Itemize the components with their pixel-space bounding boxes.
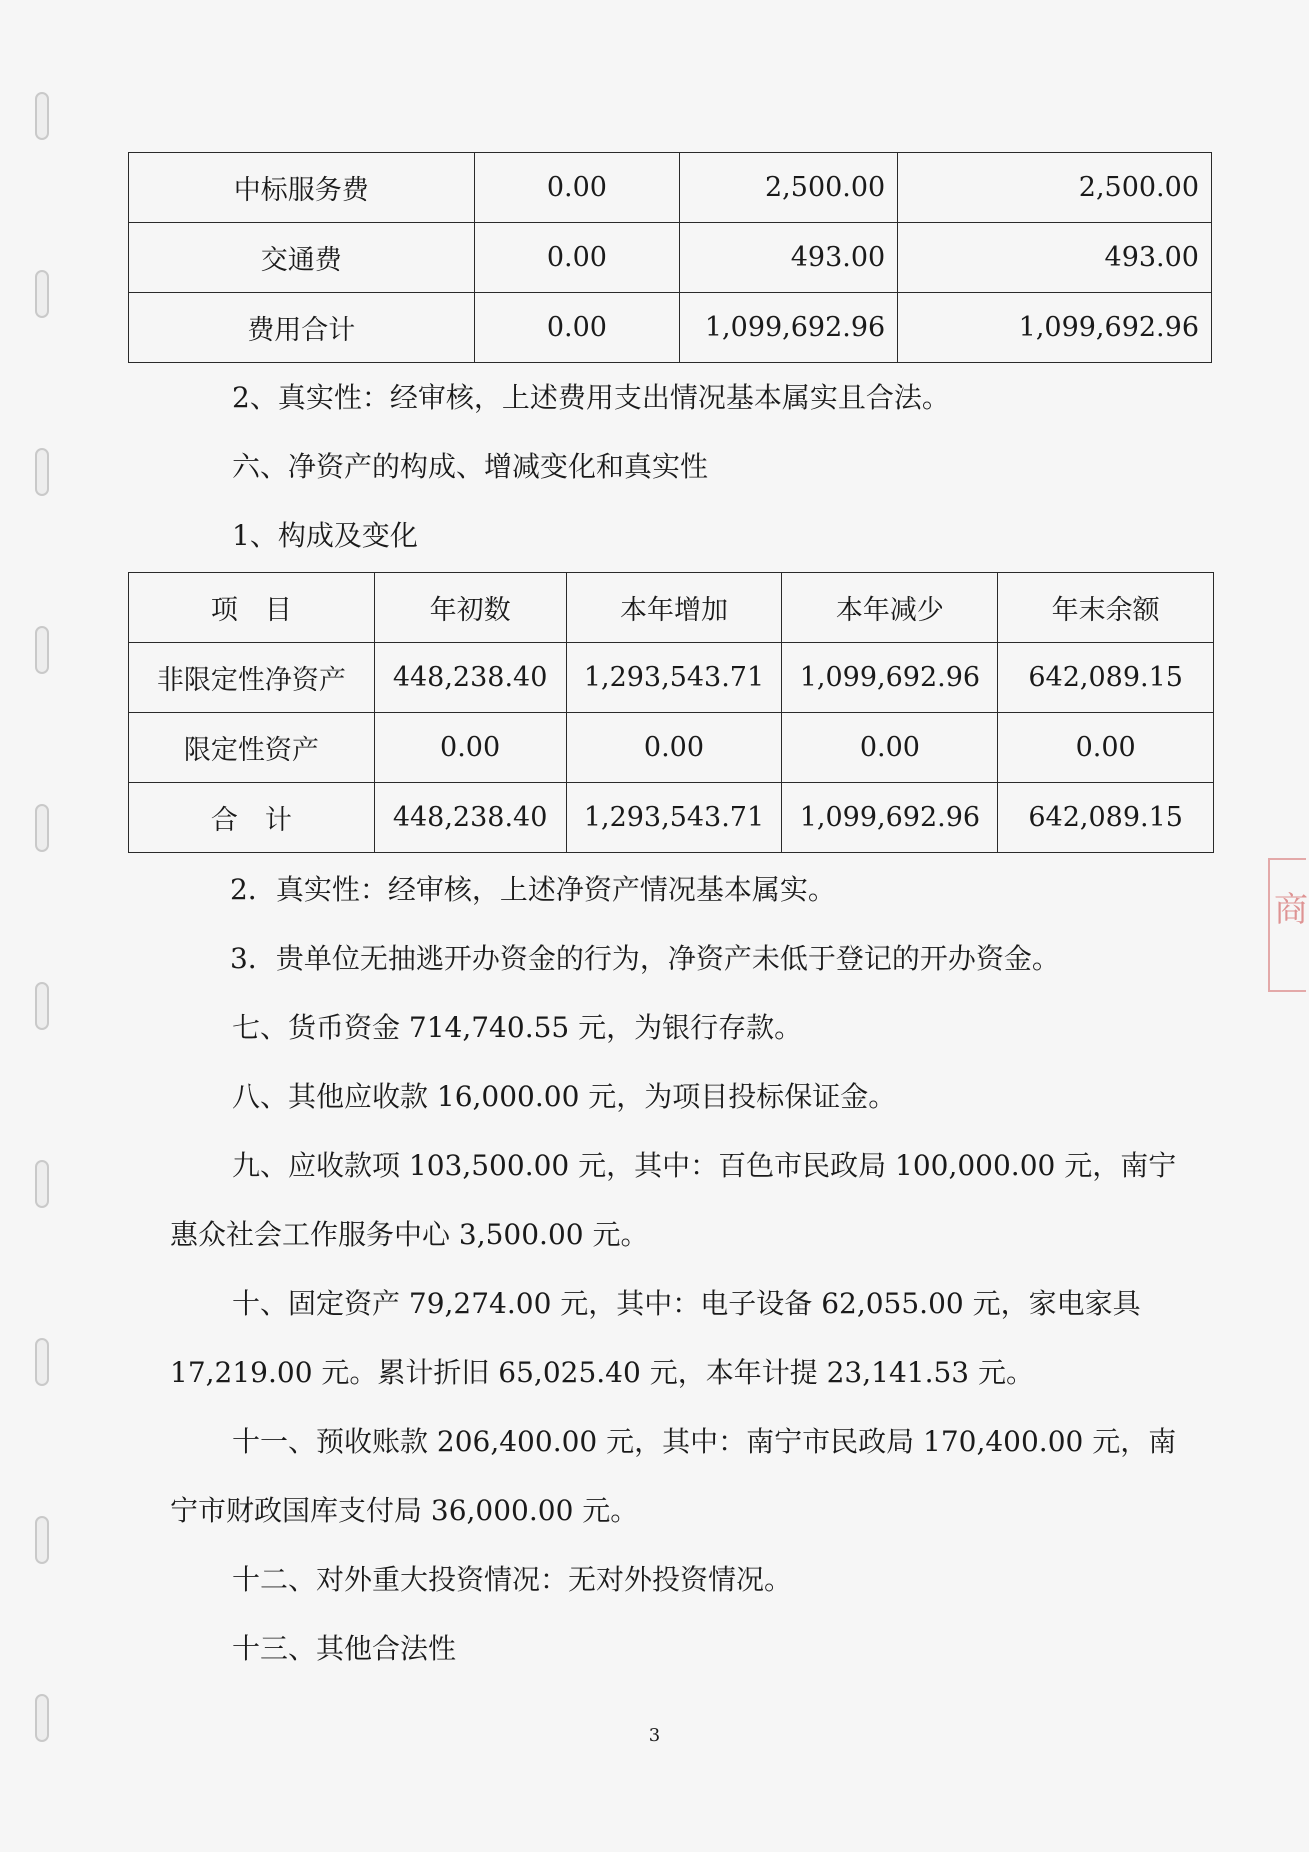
cell-value: 0.00: [474, 153, 680, 223]
cell-value: 1,099,692.96: [680, 293, 898, 363]
row-label: 非限定性净资产: [129, 643, 375, 713]
cell-value: 1,293,543.71: [566, 643, 782, 713]
row-label: 费用合计: [129, 293, 475, 363]
net-asset-table: [128, 572, 1214, 853]
row-label: 中标服务费: [129, 153, 475, 223]
binding-hole: [35, 1338, 49, 1386]
paragraph: 十、固定资产 79,274.00 元，其中：电子设备 62,055.00 元，家电家具: [232, 1287, 1141, 1320]
cell-value: 493.00: [680, 223, 898, 293]
cell-value: 0.00: [474, 293, 680, 363]
table-row: [129, 643, 1214, 713]
page-number: 3: [648, 1725, 661, 1746]
stamp-text: 商: [1274, 890, 1308, 930]
table-row: [129, 223, 1212, 293]
cell-value: 2,500.00: [680, 153, 898, 223]
binding-hole: [35, 1160, 49, 1208]
paragraph: 惠众社会工作服务中心 3,500.00 元。: [170, 1218, 649, 1251]
table-header-row: [129, 573, 1214, 643]
cell-value: 1,099,692.96: [782, 643, 998, 713]
paragraph: 17,219.00 元。累计折旧 65,025.40 元，本年计提 23,141.53 元。: [170, 1356, 1035, 1389]
binding-hole: [35, 804, 49, 852]
table-row: [129, 153, 1212, 223]
column-header: 本年增加: [566, 573, 782, 643]
seal-stamp: [1268, 858, 1306, 992]
paragraph: 七、货币资金 714,740.55 元，为银行存款。: [232, 1011, 803, 1044]
paragraph: 十二、对外重大投资情况：无对外投资情况。: [232, 1563, 793, 1596]
cell-value: 0.00: [782, 713, 998, 783]
paragraph: 2．真实性：经审核，上述净资产情况基本属实。: [230, 873, 836, 906]
binding-hole: [35, 448, 49, 496]
row-label: 合 计: [129, 783, 375, 853]
paragraph: 3．贵单位无抽逃开办资金的行为，净资产未低于登记的开办资金。: [230, 942, 1060, 975]
binding-hole: [35, 1516, 49, 1564]
expense-table: [128, 152, 1212, 363]
cell-value: 0.00: [374, 713, 566, 783]
cell-value: 0.00: [998, 713, 1214, 783]
cell-value: 1,099,692.96: [782, 783, 998, 853]
binding-hole: [35, 92, 49, 140]
table-row: [129, 783, 1214, 853]
paragraph: 十一、预收账款 206,400.00 元，其中：南宁市民政局 170,400.00 元，南: [232, 1425, 1177, 1458]
binding-hole: [35, 982, 49, 1030]
binding-hole: [35, 626, 49, 674]
column-header: 年末余额: [998, 573, 1214, 643]
column-header: 项 目: [129, 573, 375, 643]
subsection-heading: 1、构成及变化: [232, 519, 418, 552]
section-heading: 六、净资产的构成、增减变化和真实性: [232, 450, 709, 483]
table-row: [129, 293, 1212, 363]
cell-value: 448,238.40: [374, 783, 566, 853]
row-label: 交通费: [129, 223, 475, 293]
column-header: 本年减少: [782, 573, 998, 643]
cell-value: 0.00: [474, 223, 680, 293]
paragraph: 八、其他应收款 16,000.00 元，为项目投标保证金。: [232, 1080, 897, 1113]
binding-hole: [35, 270, 49, 318]
section-heading: 十三、其他合法性: [232, 1632, 457, 1665]
cell-value: 642,089.15: [998, 643, 1214, 713]
paragraph: 宁市财政国库支付局 36,000.00 元。: [170, 1494, 639, 1527]
paragraph: 2、真实性：经审核，上述费用支出情况基本属实且合法。: [232, 381, 950, 414]
paragraph: 九、应收款项 103,500.00 元，其中：百色市民政局 100,000.00 元，南宁: [232, 1149, 1177, 1182]
cell-value: 1,293,543.71: [566, 783, 782, 853]
cell-value: 2,500.00: [898, 153, 1212, 223]
row-label: 限定性资产: [129, 713, 375, 783]
table-row: [129, 713, 1214, 783]
cell-value: 0.00: [566, 713, 782, 783]
cell-value: 493.00: [898, 223, 1212, 293]
cell-value: 642,089.15: [998, 783, 1214, 853]
cell-value: 1,099,692.96: [898, 293, 1212, 363]
column-header: 年初数: [374, 573, 566, 643]
cell-value: 448,238.40: [374, 643, 566, 713]
